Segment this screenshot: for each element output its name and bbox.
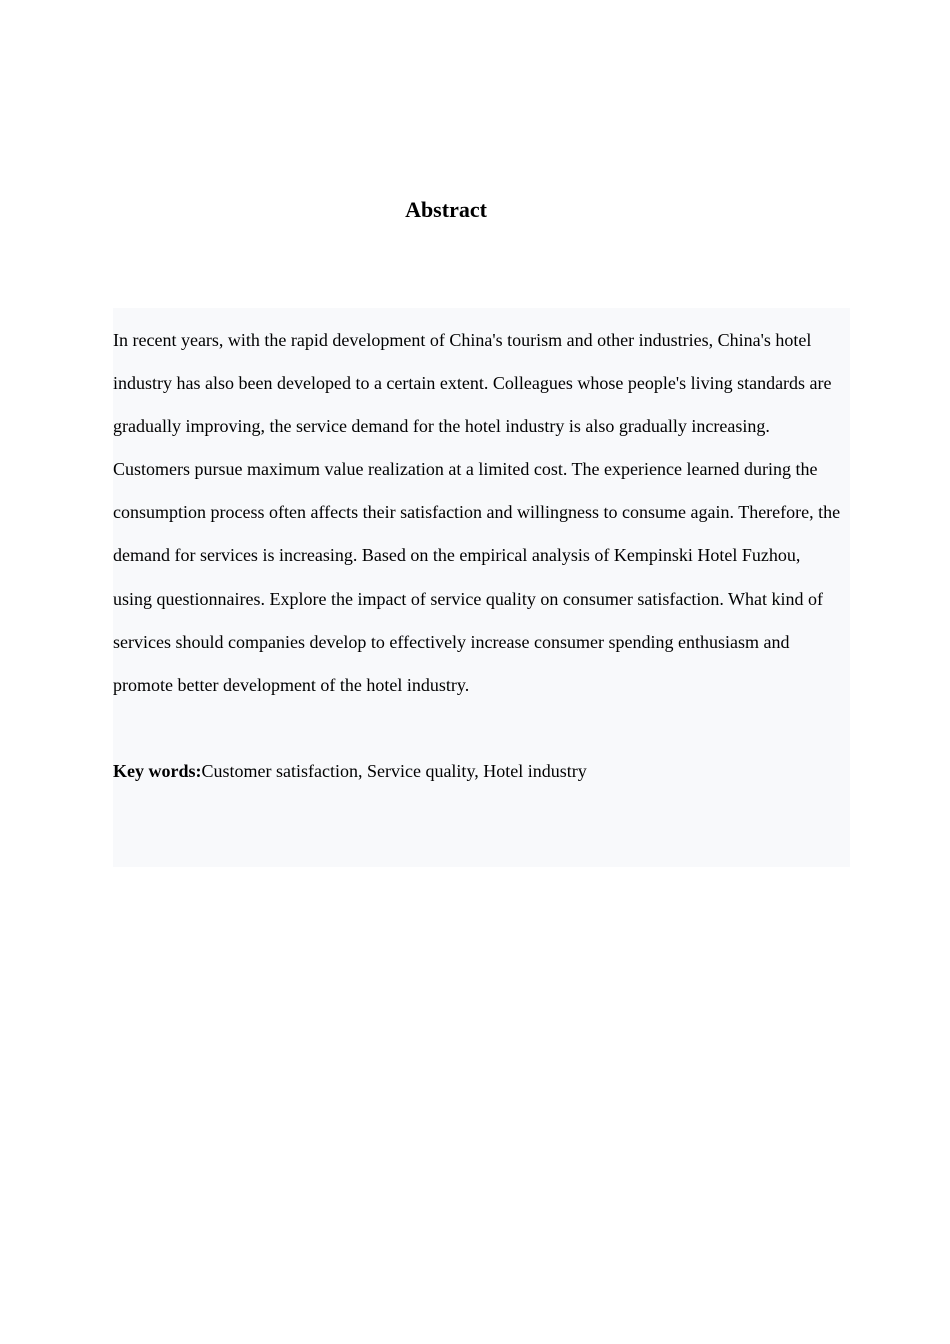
keywords-value: Customer satisfaction, Service quality, Hotel industry: [201, 761, 587, 781]
abstract-body: In recent years, with the rapid development of China's tourism and other industries, China's hotel industry has also been developed to a certain extent. Colleagues whose people's living standards are gradually improving, the service demand for the hotel industry is also gradually increasing. Customers pursue maximum value realization at a limited cost. The experience learned during the consumption process often affects their satisfaction and willingness to consume again. Therefore, the demand for services is increasing. Based on the empirical analysis of Kempinski Hotel Fuzhou, using questionnaires. Explore the impact of service quality on consumer satisfaction. What kind of services should companies develop to effectively increase consumer spending enthusiasm and promote better development of the hotel industry.: [113, 330, 841, 695]
keywords-label: Key words:: [113, 761, 202, 781]
abstract-title: Abstract: [405, 197, 487, 222]
keywords-line: [113, 759, 843, 783]
abstract-section: [113, 308, 850, 867]
